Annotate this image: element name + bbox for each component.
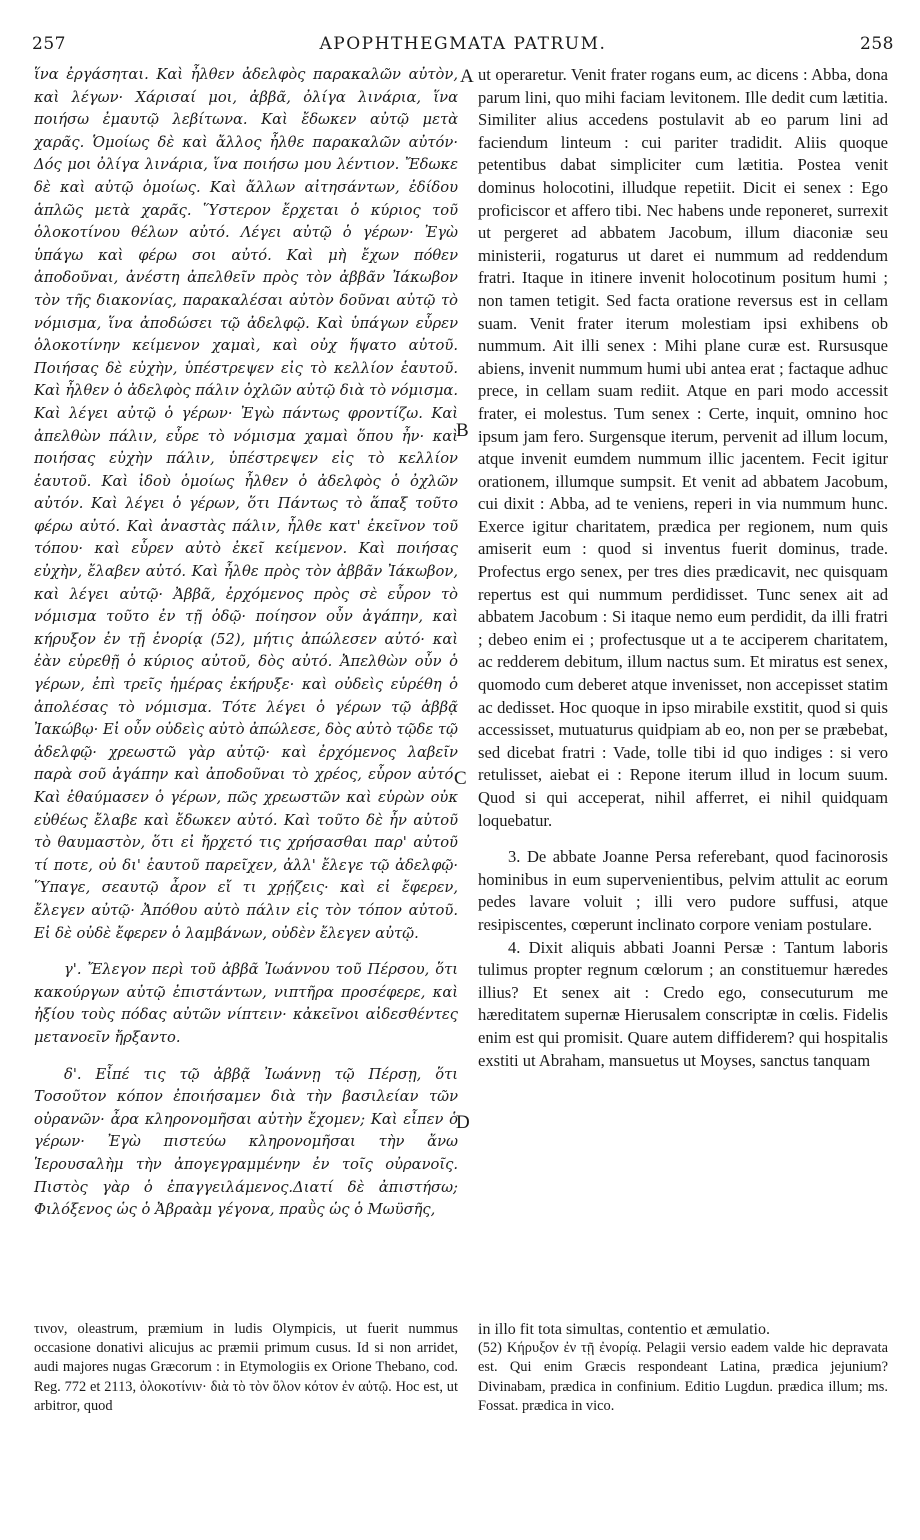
footnote-left-text: τινον, oleastrum, præmium in ludis Olympicis, ut fuerit nummus occasione donativi alicujus ac præmii primum cusus. Id si non arridet, audi majores nugas Græcorum : in Etymologiis ex Orione Thebano, cod. Reg. 772 et 2113, ὁλοκοτίνιν· διὰ τὸ τὸν ὅλον κότον ἐν αὐτῷ. Hoc est, ut arbitror, quod: [34, 1321, 458, 1414]
running-title: APOPHTHEGMATA PATRUM.: [319, 34, 607, 54]
footnote-left: [34, 1320, 458, 1416]
greek-column: [34, 64, 458, 1222]
latin-column: [478, 64, 888, 1072]
greek-paragraph-3: γ'. Ἔλεγον περὶ τοῦ ἀββᾶ Ἰωάννου τοῦ Πέρσου, ὅτι κακούργων αὐτῷ ἐπιστάντων, νιπτῆρα προσέφερε, καὶ ἠξίου τοὺς πόδας αὐτῶν νίπτειν· κἀκεῖνοι αἰδεσθέντες μετανοεῖν ἤρξαντο.: [34, 961, 458, 1046]
latin-paragraph-1: ut operaretur. Venit frater rogans eum, ac dicens : Abba, dona parum lini, quo mihi faciam levitonem. Ille dedit cum lætitia. Similiter alius accedens postulavit ab eo parum lini ad faciendum linteum : cui pariter tradidit. Aliis quoque petentibus dabat simpliciter cum lætitia. Postea venit dominus holocotini, illudque repetiit. Dicit ei senex : Ego proficiscor et affero tibi. Nec habens unde reponeret, surrexit ut pergeret ad abbatem Jacobum, illum diaconiæ seu ministerii, rogaturus ut daret ei nummum ad reddendum fratri. Itaque in itinere invenit holocotinum positum humi ; non tamen tetigit. Sed facta oratione reversus est in cellam suam. Venit frater iterum molestiam ipsi exhibens ob nummum. Ait illi senex : Mihi plane curæ est. Rursusque abiens, invenit nummum humi ubi antea erat ; factaque adhuc prece, in cellam suam rediit. Atque en pari modo accessit frater, ei molestus. Tum senex : Certe, inquit, omnino hoc ipsum jam fero. Surgensque iterum, pervenit ad illum locum, atque invenit eumdem nummum illic jacentem. Fecit igitur orationem, illumque sumpsit. Et venit ad abbatem Jacobum, cui dixit : Abba, ad te veniens, reperi in via nummum hunc. Exerce igitur charitatem, prædica per regionem, num quis amiserit eum : quod si inventus fuerit dominus, trade. Profectus ergo senex, per tres dies prædicavit, nec quisquam repertus est qui nummum perdidisset. Tunc senex ait ad abbatem Jacobum : Si itaque nemo eum perdidit, da illi fratri ; debeo enim ei ; profectusque ut a te acciperem charitatem, ac redderem debitum, illum nactus sum. Et miratus est senex, quomodo cum deberet atque invenisset, non accepisset statim ac dedisset. Hoc quoque in ipso mirabile exstitit, quod si quis accessisset, mutuaturus quidpiam ab eo, non per se præbebat, sed dicebat fratri : Vade, tolle tibi id quo indiges : si vero retulisset, aiebat ei : Repone iterum illud in locum suum. Quod si qui acceperat, nihil afferret, ei nihil quidquam loquebatur.: [478, 65, 888, 830]
latin-paragraph-4: 4. Dixit aliquis abbati Joanni Persæ : Tantum laboris tulimus propter regnum cœlorum ; an constituemur hæredes illius? Et senex ait : Credo ego, consecuturum me hæreditatem supernæ Hierusalem conscriptæ in cœlis. Fidelis enim est qui promisit. Quare autem diffiderem? qui hospitalis exstiti ut Abraham, mansuetus ut Moyses, sanctus tanquam: [478, 937, 888, 1070]
margin-letter-a: A: [460, 66, 474, 87]
page-number-left: 257: [32, 34, 66, 54]
latin-paragraph-3: 3. De abbate Joanne Persa referebant, quod facinorosis hominibus in eum supervenientibus, pelvim attulit ac eorum pedes lavare voluit ; illi vero pudore suffusi, atque resipiscentes, cœperunt inclinato corpore veniam postulare.: [478, 847, 888, 934]
greek-paragraph-1: ἵνα ἐργάσηται. Καὶ ἦλθεν ἀδελφὸς παρακαλῶν αὐτὸν, καὶ λέγων· Χάρισαί μοι, ἀββᾶ, ὀλίγα λινάρια, ἵνα ποιήσω ἐμαυτῷ λεβίτωνα. Καὶ ἔδωκεν αὐτῷ μετὰ χαρᾶς. Ὁμοίως δὲ καὶ ἄλλος ἦλθε παρακαλῶν αὐτόν· Δός μοι ὀλίγα λινάρια, ἵνα ποιήσω μου λέντιον. Ἔδωκε δὲ καὶ αὐτῷ ὁμοίως. Καὶ ἄλλων αἰτησάντων, ἐδίδου ἁπλῶς μετὰ χαρᾶς. Ὕστερον ἔρχεται ὁ κύριος τοῦ ὁλοκοτίνου θέλων αὐτό. Λέγει αὐτῷ ὁ γέρων· Ἐγὼ ὑπάγω καὶ φέρω σοι αὐτό. Καὶ μὴ ἔχων πόθεν ἀποδοῦναι, ἀνέστη ἀπελθεῖν πρὸς τὸν ἀββᾶν Ἰάκωβον τὸν τῆς διακονίας, παρακαλέσαι αὐτὸν δοῦναι αὐτῷ τὸ νόμισμα, ἵνα ἀποδώσει τῷ ἀδελφῷ. Καὶ ὑπάγων εὗρεν ὁλοκοτίνην κείμενον χαμαὶ, καὶ οὐχ ἥψατο αὐτοῦ. Ποιήσας δὲ εὐχὴν, ὑπέστρεψεν εἰς τὸ κελλίον ἑαυτοῦ. Καὶ ἦλθεν ὁ ἀδελφὸς πάλιν ὀχλῶν αὐτῷ διὰ τὸ νόμισμα. Καὶ λέγει αὐτῷ ὁ γέρων· Ἐγὼ πάντως φροντίζω. Καὶ ἀπελθὼν πάλιν, εὗρε τὸ νόμισμα χαμαὶ ὅπου ἦν· καὶ ποιήσας εὐχὴν πάλιν, ὑπέστρεψεν εἰς τὸ κελλίον ἑαυτοῦ. Καὶ ἰδοὺ ὁμοίως ἦλθεν ὁ ἀδελφὸς ὁ ὀχλῶν αὐτόν. Καὶ λέγει ὁ γέρων, ὅτι Πάντως τὸ ἅπαξ τοῦτο φέρω αὐτό. Καὶ ἀναστὰς πάλιν, ἦλθε κατ' ἐκεῖνον τοῦ τόπου· καὶ εὗρεν αὐτὸ ἐκεῖ κείμενον. Καὶ ποιήσας εὐχὴν, ἔλαβεν αὐτό. Καὶ ἦλθε πρὸς τὸν ἀββᾶν Ἰάκωβον, καὶ λέγει αὐτῷ· Ἀββᾶ, ἐρχόμενος πρὸς σὲ εὗρον τὸ νόμισμα τοῦτο ἐν τῇ ὁδῷ· ποίησον οὖν ἀγάπην, καὶ κήρυξον ἐν τῇ ἐνορίᾳ (52), μήτις ἀπώλεσεν αὐτό· καὶ ἐὰν εὑρεθῇ ὁ κύριος αὐτοῦ, δὸς αὐτό. Ἀπελθὼν οὖν ὁ γέρων, ἐπὶ τρεῖς ἡμέρας ἐκήρυξε· καὶ οὐδεὶς εὑρέθη ὁ ἀπολέσας τὸ νόμισμα. Τότε λέγει ὁ γέρων τῷ ἀββᾷ Ἰακώβῳ· Εἰ οὖν οὐδεὶς αὐτὸ ἀπώλεσε, δὸς αὐτὸ τῷδε τῷ ἀδελφῷ· χρεωστῶ γὰρ αὐτῷ· καὶ ἐρχόμενος λαβεῖν παρὰ σοῦ ἀγάπην καὶ ἀποδοῦναι τὸ χρέος, εὗρον αὐτό. Καὶ ἐθαύμασεν ὁ γέρων, πῶς χρεωστῶν καὶ εὑρὼν οὐκ εὐθέως ἔλαβε καὶ ἔδωκεν αὐτό. Καὶ τοῦτο δὲ ἦν αὐτοῦ τὸ θαυμαστὸν, ὅτι εἰ ἤρχετό τις χρήσασθαι παρ' αὐτοῦ τί ποτε, οὐ δι' ἑαυτοῦ παρεῖχεν, ἀλλ' ἔλεγε τῷ ἀδελφῷ· Ὕπαγε, σεαυτῷ ἆρον εἴ τι χρῄζεις· καὶ εἰ ἔφερεν, ἔλεγεν αὐτῷ· Ἀπόθου αὐτὸ πάλιν εἰς τὸν τόπον αὐτοῦ. Εἰ δὲ οὐδὲ ἔφερεν ὁ λαμβάνων, οὐδὲν ἔλεγεν αὐτῷ.: [34, 66, 458, 942]
greek-paragraph-4: δ'. Εἶπέ τις τῷ ἀββᾷ Ἰωάννῃ τῷ Πέρσῃ, ὅτι Τοσοῦτον κόπον ἐποιήσαμεν διὰ τὴν βασιλείαν τῶν οὐρανῶν· ἆρα κληρονομῆσαι αὐτὴν ἔχομεν; Καὶ εἶπεν ὁ γέρων· Ἐγὼ πιστεύω κληρονομῆσαι τὴν ἄνω Ἱερουσαλὴμ τὴν ἀπογεγραμμένην ἐν τοῖς οὐρανοῖς. Πιστὸς γὰρ ὁ ἐπαγγειλάμενος.Διατί δὲ ἀπιστήσω; Φιλόξενος ὡς ὁ Ἀβραὰμ γέγονα, πραῢς ὡς ὁ Μωϋσῆς,: [34, 1065, 458, 1219]
page-number-right: 258: [860, 34, 894, 54]
margin-letter-b: B: [456, 420, 469, 441]
running-header: [28, 34, 898, 62]
margin-letter-d: D: [456, 1112, 470, 1133]
footnote-right: [478, 1320, 888, 1416]
footnote-right-continuation: in illo fit tota simultas, contentio et æmulatio.: [478, 1321, 770, 1338]
footnote-52: (52) Κήρυξον ἐν τῇ ἐνορίᾳ. Pelagii versio eadem valde hic depravata est. Qui enim Græcis respondeant Latina, prædica jejunium? Divinabam, prædica in confinium. Editio Lugdun. prædica illum; ms. Fossat. prædica in vico.: [478, 1340, 888, 1414]
margin-letter-c: C: [454, 768, 467, 789]
